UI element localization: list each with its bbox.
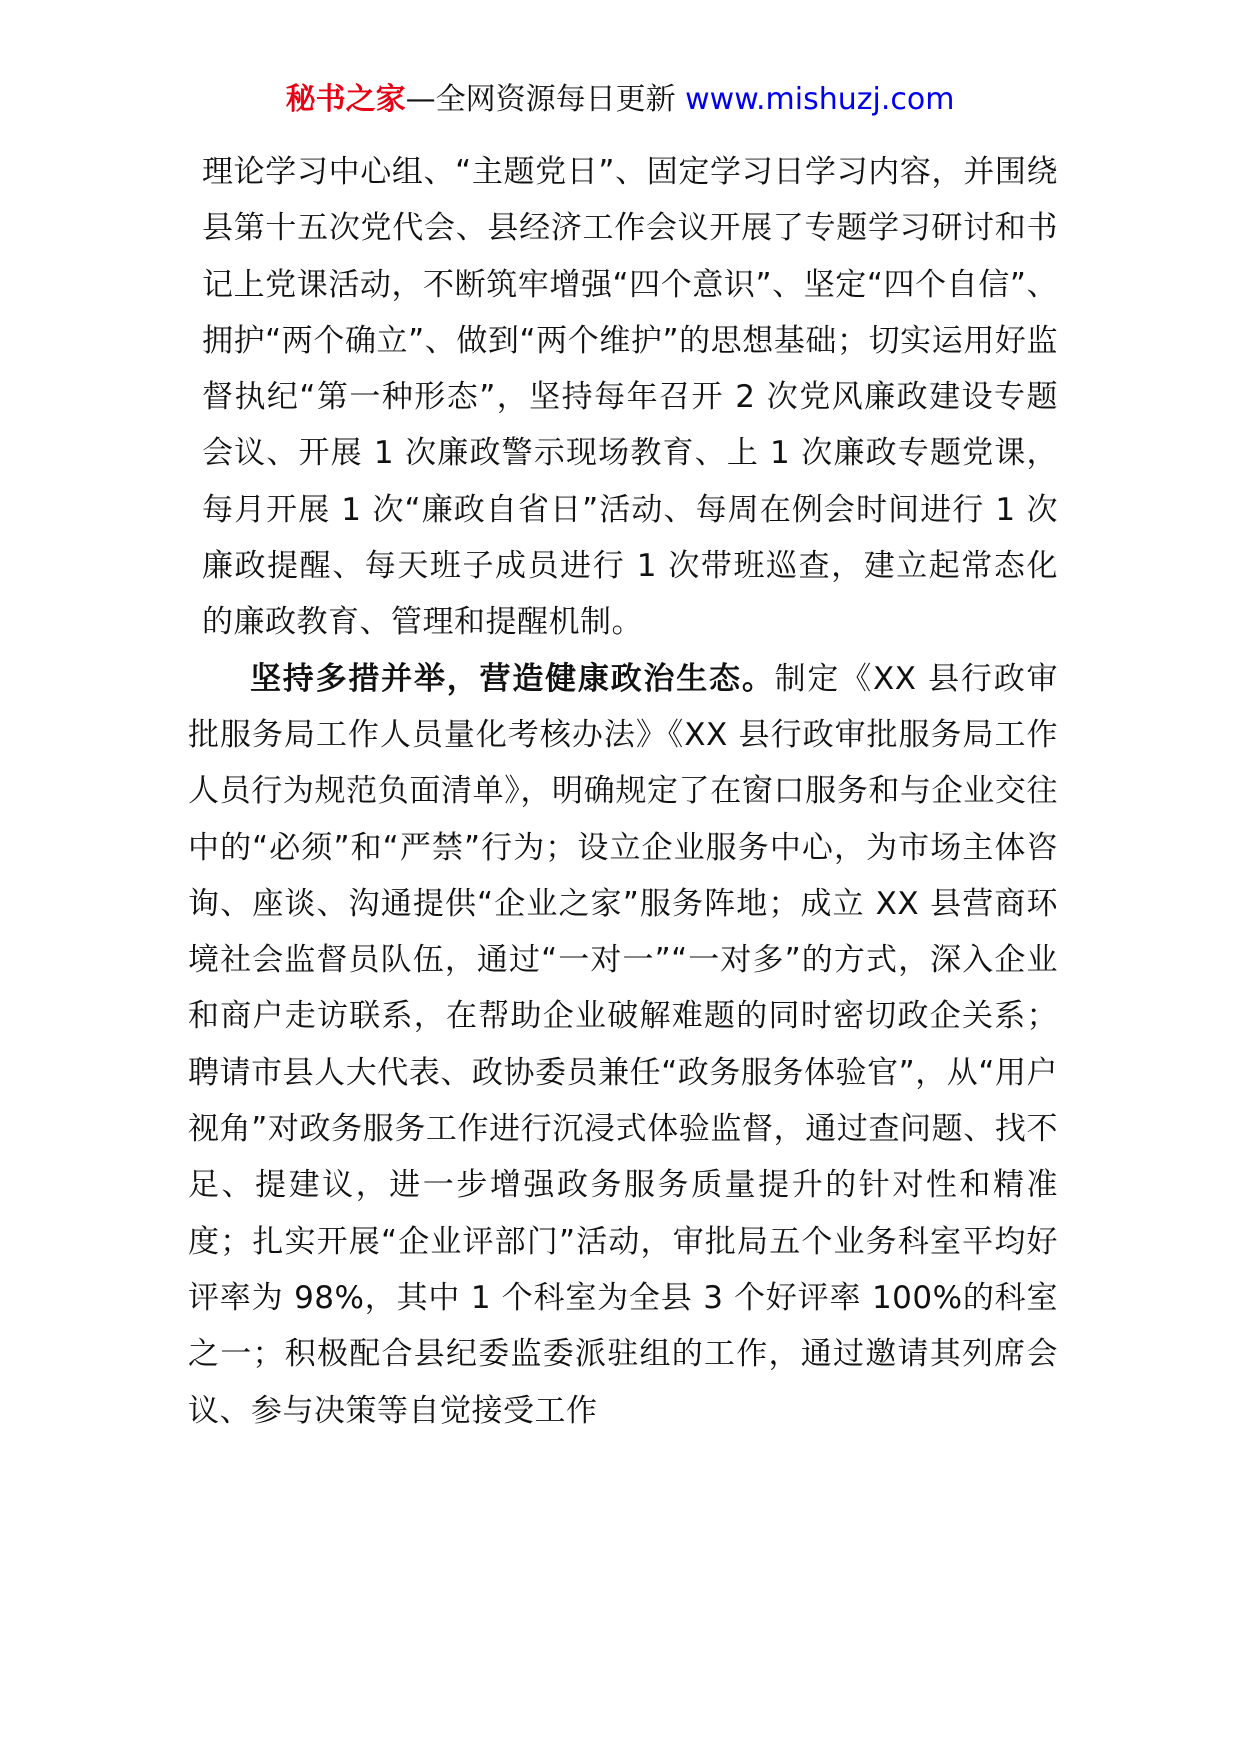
- document-body: [188, 144, 1058, 1439]
- paragraph-2-text: 制定《XX 县行政审批服务局工作人员量化考核办法》《XX 县行政审批服务局工作人员行为规范负面清单》，明确规定了在窗口服务和与企业交往中的“必须”和“严禁”行为；设立企业服务中心，为市场主体咨询、座谈、沟通提供“企业之家”服务阵地；成立 XX 县营商环境社会监督员队伍，通过“一对一”“一对多”的方式，深入企业和商户走访联系，在帮助企业破解难题的同时密切政企关系；聘请市县人大代表、政协委员兼任“政务服务体验官”，从“用户视角”对政务服务工作进行沉浸式体验监督，通过查问题、找不足、提建议，进一步增强政务服务质量提升的针对性和精准度；扎实开展“企业评部门”活动，审批局五个业务科室平均好评率为 98%，其中 1 个科室为全县 3 个好评率 100%的科室之一；积极配合县纪委监委派驻组的工作，通过邀请其列席会议、参与决策等自觉接受工作: [188, 660, 1058, 1429]
- site-url-link[interactable]: www.mishuzj.com: [685, 82, 955, 117]
- header-tagline: —全网资源每日更新: [405, 82, 686, 117]
- brand-name: 秘书之家: [285, 82, 406, 117]
- paragraph-2: [188, 651, 1058, 1439]
- page-header: [0, 78, 1240, 122]
- paragraph-1: 理论学习中心组、“主题党日”、固定学习日学习内容，并围绕县第十五次党代会、县经济工作会议开展了专题学习研讨和书记上党课活动，不断筑牢增强“四个意识”、坚定“四个自信”、拥护“两个确立”、做到“两个维护”的思想基础；切实运用好监督执纪“第一种形态”，坚持每年召开 2 次党风廉政建设专题会议、开展 1 次廉政警示现场教育、上 1 次廉政专题党课，每月开展 1 次“廉政自省日”活动、每周在例会时间进行 1 次廉政提醒、每天班子成员进行 1 次带班巡查，建立起常态化的廉政教育、管理和提醒机制。: [202, 154, 1058, 641]
- paragraph-2-heading: 坚持多措并举，营造健康政治生态。: [250, 660, 775, 697]
